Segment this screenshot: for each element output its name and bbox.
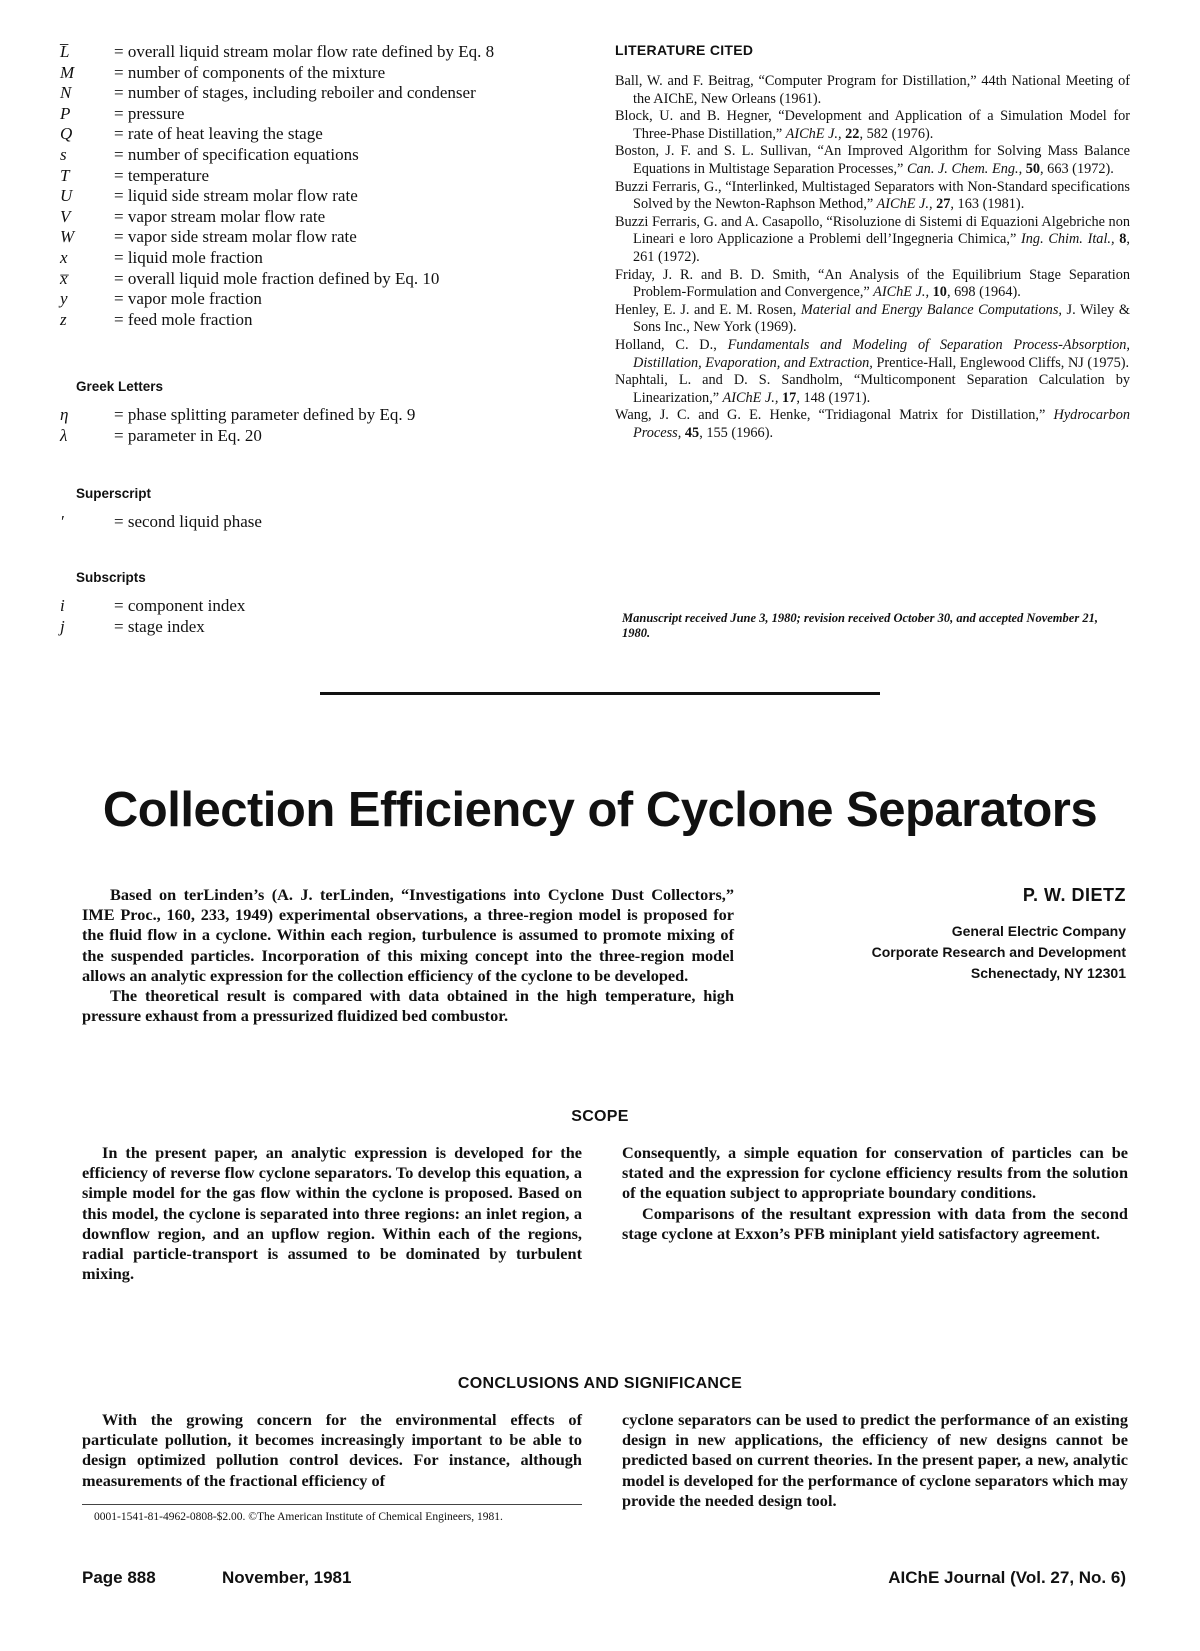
reference-text: Henley, E. J. and E. M. Rosen, [615, 301, 797, 318]
reference-entry [615, 302, 1130, 337]
nomenclature-entry [60, 512, 580, 533]
reference-source: Can. J. Chem. Eng., [903, 160, 1026, 177]
nomenclature-definition: = temperature [114, 165, 210, 185]
nomenclature-definition: = phase splitting parameter defined by Eq. 9 [114, 405, 416, 424]
nomenclature-definition: = vapor stream molar flow rate [114, 206, 326, 226]
superscript-list [60, 512, 580, 533]
nomenclature-symbol: z [60, 309, 67, 329]
page-number: Page 888 [82, 1568, 156, 1587]
reference-pages: , 155 (1966). [699, 424, 774, 441]
nomenclature-symbol: U [60, 186, 73, 206]
reference-entry [615, 143, 1130, 178]
reference-text: Naphtali, L. and D. S. Sandholm, “Multicomponent Separation Calculation by Linearization,” [615, 372, 1130, 406]
nomenclature-definition: = component index [114, 596, 246, 615]
reference-pages: , 698 (1964). [946, 284, 1021, 301]
nomenclature-entry [60, 166, 580, 187]
reference-entry [615, 108, 1130, 143]
nomenclature-entry [60, 104, 580, 125]
reference-source: Hydrocarbon Process, [633, 407, 1131, 441]
reference-pages: , 663 (1972). [1040, 160, 1114, 177]
reference-volume: 50 [1025, 160, 1041, 177]
reference-pages: J. Wiley & Sons Inc., New York (1969). [633, 301, 1130, 336]
nomenclature-entry [60, 617, 580, 638]
nomenclature-symbol: W [60, 227, 75, 247]
nomenclature-symbol: T [60, 165, 70, 185]
reference-text: Friday, J. R. and B. D. Smith, “An Analysis of the Equilibrium Stage Separation Problem-Formulation and Convergence,” [615, 266, 1130, 301]
nomenclature-entry [60, 310, 580, 331]
manuscript-note: Manuscript received June 3, 1980; revision received October 30, and accepted November 21, 1980. [622, 611, 1098, 640]
affiliation-company: General Electric Company [951, 923, 1126, 939]
nomenclature-definition: = number of stages, including reboiler and condenser [114, 83, 476, 103]
nomenclature-symbol: j [60, 616, 65, 636]
nomenclature-definition: = number of specification equations [114, 144, 359, 164]
nomenclature-entry [60, 124, 580, 145]
reference-volume: 8 [1119, 231, 1127, 248]
abstract [82, 885, 734, 1026]
reference-volume: 45 [684, 424, 700, 441]
nomenclature-symbol: V [60, 206, 71, 226]
reference-text: Boston, J. F. and S. L. Sullivan, “An Improved Algorithm for Solving Mass Balance Equations in Multistage Separation Processes,” [615, 143, 1130, 177]
nomenclature-symbol: Q [60, 124, 73, 144]
reference-entry [615, 73, 1130, 108]
reference-source: Material and Energy Balance Computations, [796, 301, 1067, 318]
reference-entry [615, 337, 1130, 372]
affiliation-location: Schenectady, NY 12301 [970, 965, 1126, 981]
nomenclature-symbol: s [60, 144, 67, 164]
nomenclature-symbol: P [60, 103, 71, 123]
copyright-note: 0001-1541-81-4962-0808-$2.00. ©The American Institute of Chemical Engineers, 1981. [94, 1511, 503, 1523]
scope-right-column [622, 1143, 1128, 1244]
nomenclature-entry [60, 269, 580, 290]
nomenclature-entry [60, 145, 580, 166]
nomenclature-definition: = vapor side stream molar flow rate [114, 227, 357, 247]
scope-heading: SCOPE [571, 1108, 629, 1125]
nomenclature-entry [60, 42, 580, 63]
abstract-paragraph-1: Based on terLinden’s (A. J. terLinden, “Investigations into Cyclone Dust Collectors,” IME Proc., 160, 233, 1949) experimental observations, a three-region model is proposed for the fluid flow in a cyclone. Within each region, turbulence is assumed to promote mixing of the suspended particles. Incorporation of this mixing concept into the three-region model allows an analytic expression for the collection efficiency of the cyclone to be developed. [82, 885, 734, 985]
conclusions-heading: CONCLUSIONS AND SIGNIFICANCE [457, 1375, 743, 1392]
reference-source: AIChE J., [869, 284, 933, 301]
nomenclature-definition: = pressure [114, 103, 185, 123]
reference-volume: 22 [845, 125, 860, 142]
reference-text: Holland, C. D., [615, 336, 717, 353]
reference-source: AIChE J., [873, 196, 937, 213]
nomenclature-symbol: η [60, 405, 69, 424]
reference-source: Fundamentals and Modeling of Separation Process-Absorption, Distillation, Evaporation, and Extraction, [633, 336, 1130, 371]
author-affiliation [872, 921, 1126, 984]
reference-entry [615, 179, 1130, 214]
article-title: Collection Efficiency of Cyclone Separators [102, 783, 1098, 837]
conclusions-left-column [82, 1410, 582, 1491]
nomenclature-entry [60, 63, 580, 84]
reference-entry [615, 372, 1130, 407]
reference-volume: 10 [932, 284, 947, 301]
superscript-heading: Superscript [76, 486, 152, 501]
nomenclature-definition: = overall liquid stream molar flow rate defined by Eq. 8 [114, 42, 495, 61]
nomenclature-symbol: ′ [60, 512, 64, 531]
nomenclature-symbol: y [60, 289, 68, 309]
nomenclature-symbol: x̅ [60, 268, 68, 288]
nomenclature-definition: = stage index [114, 616, 205, 636]
conclusions-right-paragraph: cyclone separators can be used to predict the performance of an existing design in new applications, the efficiency of new designs cannot be predicted based on current theories. In the present paper, a new, analytic model is developed for the performance of cyclone separators which may provide the needed design tool. [622, 1410, 1128, 1510]
nomenclature-symbol: i [60, 596, 65, 615]
reference-list [615, 73, 1130, 442]
nomenclature-definition: = vapor mole fraction [114, 289, 262, 309]
nomenclature-list [60, 42, 580, 330]
reference-pages: , 582 (1976). [859, 125, 934, 142]
nomenclature-definition: = liquid mole fraction [114, 247, 263, 267]
nomenclature-definition: = parameter in Eq. 20 [114, 425, 262, 445]
reference-pages: , 163 (1981). [950, 196, 1025, 213]
reference-pages: Prentice-Hall, Englewood Cliffs, NJ (1975). [876, 354, 1130, 371]
reference-volume: 27 [936, 196, 951, 213]
nomenclature-definition: = overall liquid mole fraction defined by Eq. 10 [114, 268, 440, 288]
conclusions-left-paragraph: With the growing concern for the environmental effects of particulate pollution, it becomes increasingly important to be able to design optimized pollution control devices. For instance, although measurements of the fractional efficiency of [82, 1410, 582, 1490]
nomenclature-definition: = feed mole fraction [114, 309, 253, 329]
reference-text: Wang, J. C. and G. E. Henke, “Tridiagonal Matrix for Distillation,” [615, 407, 1046, 424]
reference-source: AIChE J., [719, 389, 783, 406]
reference-pages: , 261 (1972). [633, 231, 1130, 265]
reference-entry [615, 267, 1130, 302]
reference-source: AIChE J., [782, 125, 846, 142]
nomenclature-entry [60, 227, 580, 248]
nomenclature-symbol: M [60, 62, 75, 82]
nomenclature-definition: = number of components of the mixture [114, 62, 386, 82]
nomenclature-definition: = liquid side stream molar flow rate [114, 186, 358, 206]
reference-text: Block, U. and B. Hegner, “Development and Application of a Simulation Model for Three-Phase Distillation,” [615, 108, 1130, 142]
nomenclature-definition: = rate of heat leaving the stage [114, 124, 323, 144]
section-divider [320, 692, 880, 695]
greek-letters-list [60, 405, 580, 446]
nomenclature-entry [60, 405, 580, 426]
scope-right-paragraph-1: Consequently, a simple equation for conservation of particles can be stated and the expression for cyclone efficiency results from the solution of the equation subject to appropriate boundary conditions. [622, 1143, 1128, 1203]
reference-text: Ball, W. and F. Beitrag, “Computer Program for Distillation,” 44th National Meeting of the AIChE, New Orleans (1961). [615, 73, 1130, 107]
reference-source: Ing. Chim. Ital., [1016, 231, 1120, 248]
reference-entry [615, 214, 1130, 267]
nomenclature-entry [60, 289, 580, 310]
nomenclature-entry [60, 596, 580, 617]
conclusions-right-column [622, 1410, 1128, 1511]
nomenclature-definition: = second liquid phase [114, 512, 262, 531]
scope-right-paragraph-2: Comparisons of the resultant expression with data from the second stage cyclone at Exxon’s PFB miniplant yield satisfactory agreement. [622, 1203, 1128, 1243]
nomenclature-symbol: L̅ [60, 42, 70, 61]
reference-text: Buzzi Ferraris, G. and A. Casapollo, “Risoluzione di Sistemi di Equazioni Algebriche non Lineari e loro Applicazione a Problemi dell’Ingegneria Chimica,” [615, 213, 1130, 248]
affiliation-division: Corporate Research and Development [871, 944, 1126, 960]
nomenclature-symbol: λ [60, 425, 68, 445]
nomenclature-symbol: N [60, 83, 72, 103]
reference-entry [615, 407, 1130, 442]
literature-heading: LITERATURE CITED [615, 42, 754, 58]
greek-letters-heading: Greek Letters [76, 379, 164, 394]
scope-left-paragraph: In the present paper, an analytic expression is developed for the efficiency of reverse flow cyclone separators. To develop this equation, a simple model for the gas flow within the cyclone is proposed. Based on this model, the cyclone is separated into three regions: an inlet region, a downflow region, and an upflow region. Within each of the regions, radial particle-transport is assumed to be dominated by turbulent mixing. [82, 1143, 582, 1284]
subscripts-heading: Subscripts [76, 570, 146, 585]
nomenclature-symbol: x [60, 247, 68, 267]
scope-left-column [82, 1143, 582, 1284]
issue-date: November, 1981 [222, 1568, 352, 1587]
journal-citation: AIChE Journal (Vol. 27, No. 6) [888, 1568, 1126, 1587]
nomenclature-entry [60, 186, 580, 207]
nomenclature-entry [60, 426, 580, 447]
footnote-rule [82, 1504, 582, 1505]
nomenclature-entry [60, 207, 580, 228]
author-name: P. W. DIETZ [1022, 885, 1126, 905]
nomenclature-entry [60, 248, 580, 269]
reference-text: Buzzi Ferraris, G., “Interlinked, Multistaged Separators with Non-Standard specifications Solved by the Newton-Raphson Method,” [615, 178, 1130, 213]
nomenclature-entry [60, 83, 580, 104]
abstract-paragraph-2: The theoretical result is compared with data obtained in the high temperature, high pressure exhaust from a pressurized fluidized bed combustor. [82, 986, 734, 1026]
reference-pages: , 148 (1971). [796, 389, 871, 406]
subscripts-list [60, 596, 580, 637]
reference-volume: 17 [782, 389, 797, 406]
